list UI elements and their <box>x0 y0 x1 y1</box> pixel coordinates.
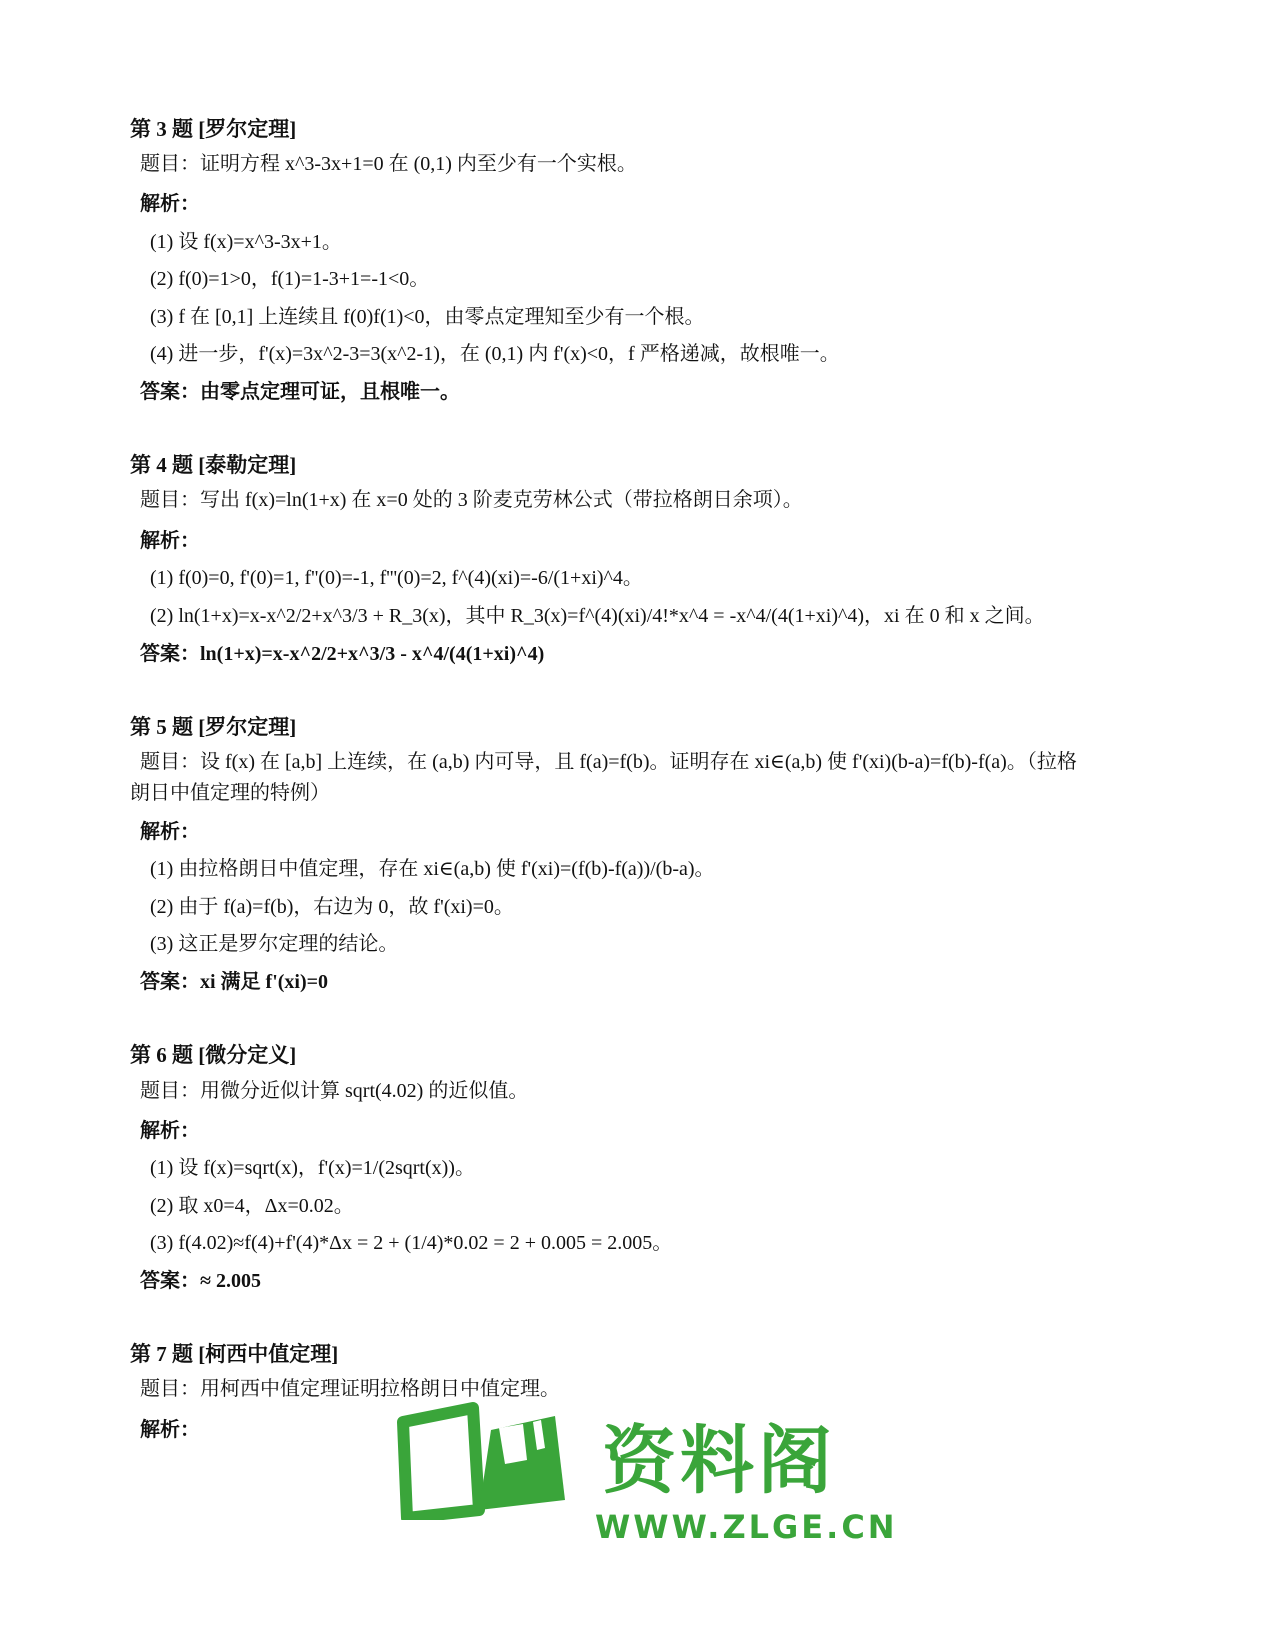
problem-title: 第 4 题 [泰勒定理] <box>130 453 297 477</box>
analysis-step: (2) 取 x0=4，Δx=0.02。 <box>150 1195 354 1217</box>
analysis-label: 解析： <box>140 1120 200 1142</box>
problem-title: 第 6 题 [微分定义] <box>130 1043 297 1067</box>
problem-statement: 题目：用微分近似计算 sqrt(4.02) 的近似值。 <box>140 1080 529 1102</box>
analysis-label: 解析： <box>140 1419 200 1441</box>
analysis-step: (4) 进一步，f'(x)=3x^2-3=3(x^2-1)，在 (0,1) 内 f'(x)<0，f 严格递减，故根唯一。 <box>150 343 840 365</box>
analysis-step: (1) 设 f(x)=x^3-3x+1。 <box>150 231 342 253</box>
analysis-label: 解析： <box>140 193 200 215</box>
answer <box>140 1264 261 1293</box>
answer-text: 由零点定理可证，且根唯一。 <box>200 381 460 403</box>
answer <box>140 375 460 404</box>
open-book-icon <box>395 1400 595 1520</box>
problem-statement: 题目：证明方程 x^3-3x+1=0 在 (0,1) 内至少有一个实根。 <box>140 153 637 175</box>
answer <box>140 637 544 666</box>
problem-title: 第 3 题 [罗尔定理] <box>130 117 297 141</box>
analysis-step: (3) 这正是罗尔定理的结论。 <box>150 933 399 955</box>
analysis-step: (2) f(0)=1>0，f(1)=1-3+1=-1<0。 <box>150 268 430 290</box>
analysis-label: 解析： <box>140 530 200 552</box>
analysis-step: (1) f(0)=0, f'(0)=1, f''(0)=-1, f'''(0)=2, f^(4)(xi)=-6/(1+xi)^4。 <box>150 567 643 589</box>
answer-label: 答案： <box>140 643 200 665</box>
analysis-step: (1) 设 f(x)=sqrt(x)，f'(x)=1/(2sqrt(x))。 <box>150 1157 475 1179</box>
answer <box>140 965 328 994</box>
analysis-step: (2) ln(1+x)=x-x^2/2+x^3/3 + R_3(x)，其中 R_3(x)=f^(4)(xi)/4!*x^4 = -x^4/(4(1+xi)^4)，xi 在 0 和 x 之间。 <box>150 605 1045 627</box>
watermark-logo <box>395 1400 898 1590</box>
problem-title: 第 5 题 [罗尔定理] <box>130 715 297 739</box>
analysis-step: (1) 由拉格朗日中值定理，存在 xi∈(a,b) 使 f'(xi)=(f(b)-f(a))/(b-a)。 <box>150 858 715 880</box>
answer-text: ≈ 2.005 <box>200 1270 261 1292</box>
analysis-step: (3) f(4.02)≈f(4)+f'(4)*Δx = 2 + (1/4)*0.02 = 2 + 0.005 = 2.005。 <box>150 1232 673 1254</box>
analysis-step: (3) f 在 [0,1] 上连续且 f(0)f(1)<0，由零点定理知至少有一个根。 <box>150 306 705 328</box>
analysis-step: (2) 由于 f(a)=f(b)，右边为 0，故 f'(xi)=0。 <box>150 896 514 918</box>
problem-statement: 题目：设 f(x) 在 [a,b] 上连续，在 (a,b) 内可导，且 f(a)=f(b)。证明存在 xi∈(a,b) 使 f'(xi)(b-a)=f(b)-f(a)。（拉格朗日中值定理的特例） <box>130 751 1077 804</box>
answer-label: 答案： <box>140 1270 200 1292</box>
problem-title: 第 7 题 [柯西中值定理] <box>130 1342 339 1366</box>
answer-label: 答案： <box>140 971 200 993</box>
watermark-url: WWW.ZLGE.CN <box>595 1508 898 1546</box>
answer-text: ln(1+x)=x-x^2/2+x^3/3 - x^4/(4(1+xi)^4) <box>200 643 545 665</box>
answer-label: 答案： <box>140 381 200 403</box>
problem-statement: 题目：用柯西中值定理证明拉格朗日中值定理。 <box>140 1378 560 1400</box>
problem-statement: 题目：写出 f(x)=ln(1+x) 在 x=0 处的 3 阶麦克劳林公式（带拉格朗日余项）。 <box>140 489 803 511</box>
answer-text: xi 满足 f'(xi)=0 <box>200 971 329 993</box>
analysis-label: 解析： <box>140 821 200 843</box>
watermark-name: 资料阁 <box>602 1418 836 1504</box>
